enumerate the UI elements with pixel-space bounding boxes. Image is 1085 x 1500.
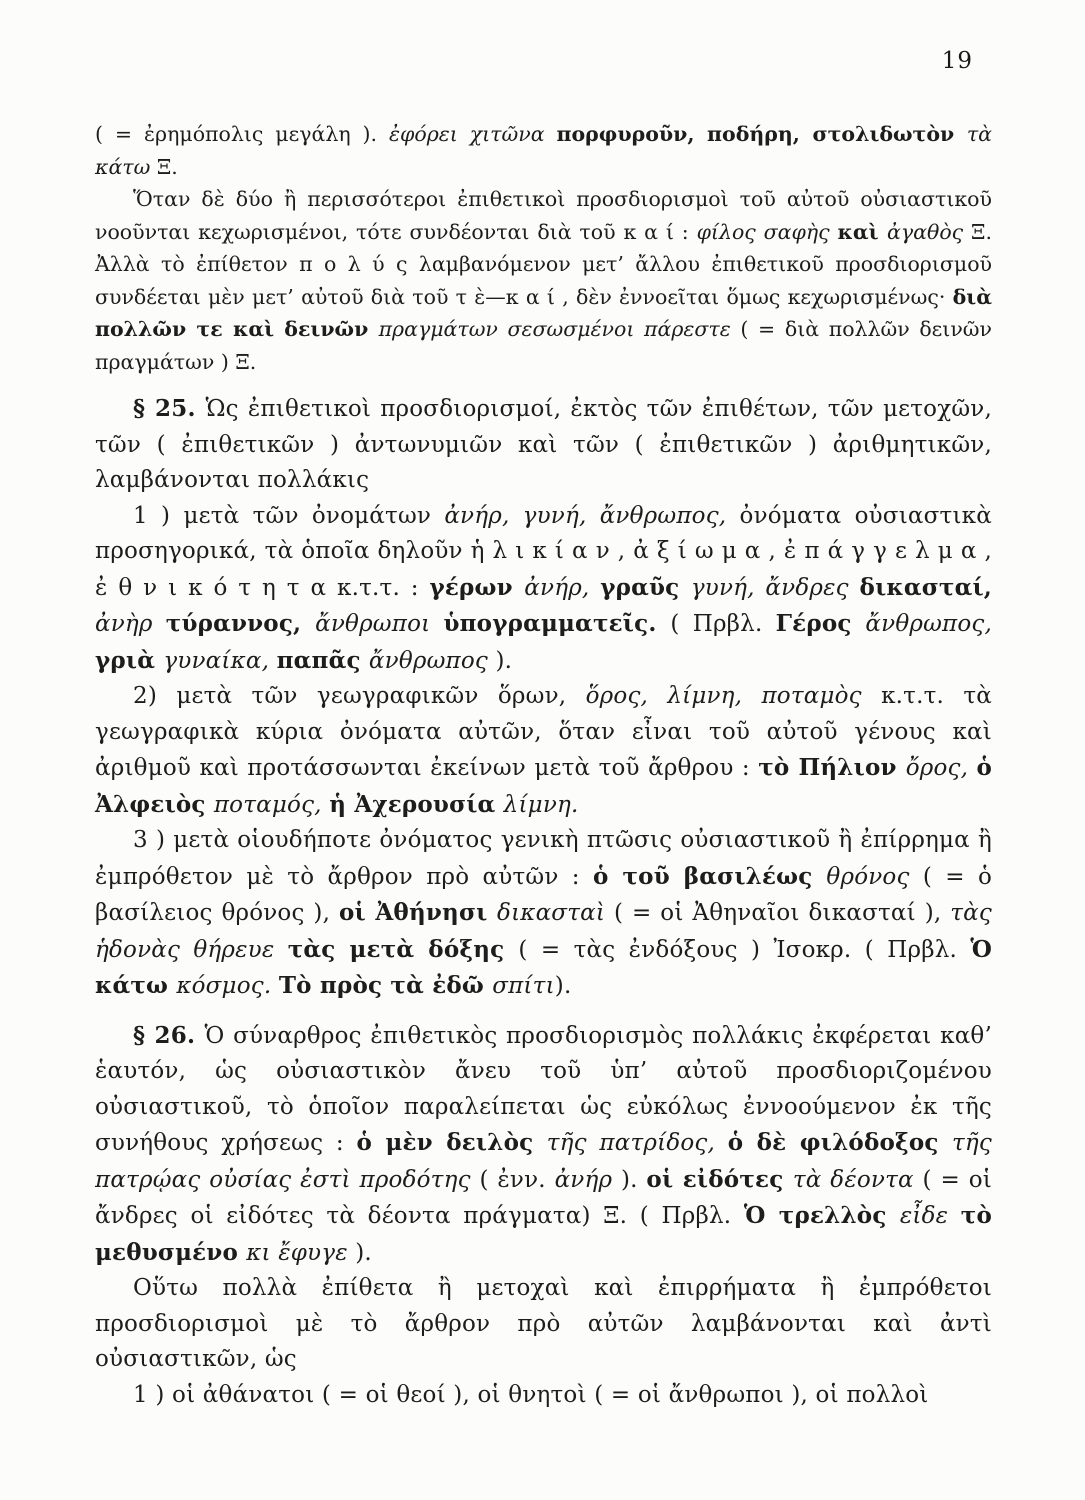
quoted-example-text: τὰ δέοντα: [792, 1166, 923, 1193]
quoted-example-text: δικασταὶ: [497, 900, 614, 926]
quoted-example-text: κι ἔφυγε: [246, 1239, 356, 1266]
keyword-bold-text: δικασταί,: [859, 573, 993, 601]
quoted-example-text: γυνή, ἄνδρες: [690, 574, 860, 601]
quoted-example-text: ἄνθρωποι: [315, 611, 444, 637]
body-text: ( = οἱ ἄνδρες οἱ εἰδότες τὰ δέοντα πράγματα) Ξ. ( Πρβλ.: [95, 1166, 992, 1229]
body-text: 3 ) μετὰ οἱουδήποτε ὀνόματος γενικὴ πτῶσις οὐσιαστικοῦ ἢ ἐπίρρημα ἢ ἐμπρόθετον μὲ τὸ ἄρθρον πρὸ αὐτῶν :: [95, 827, 992, 890]
body-text: ( = ἐρημόπολις μεγάλη ).: [95, 122, 389, 146]
quoted-example-text: ὄρος,: [905, 755, 977, 781]
body-text: 2) μετὰ τῶν γεωγραφικῶν ὅρων,: [133, 683, 586, 709]
quoted-example-text: ὅρος, λίμνη, ποταμὸς: [585, 683, 882, 709]
quoted-example-text: εἶδε: [899, 1203, 961, 1229]
keyword-bold-text: οἱ Ἀθήνησι: [338, 899, 498, 926]
body-text: Ὡς ἐπιθετικοὶ προσδιορισμοί, ἐκτὸς τῶν ἐπιθέτων, τῶν μετοχῶν, τῶν ( ἐπιθετικῶν ) ἀντωνυμιῶν καὶ τῶν ( ἐπιθετικῶν ) ἀριθμητικῶν, λαμβάνονται πολλάκις: [95, 396, 992, 493]
keyword-bold-text: ὁ μὲν δειλὸς: [356, 1129, 547, 1156]
body-text: ὀνόματα οὐσιαστικὰ προσηγορικά, τὰ ὁποῖα δηλοῦν ἡ λ ι κ ί α ν , ἀ ξ ί ω μ α , ἐ π ά γ γ ε λ μ α , ἐ θ ν ι κ ό τ η τ α κ.τ.τ. :: [95, 502, 992, 601]
body-text: Ὅταν δὲ δύο ἢ περισσότεροι ἐπιθετικοὶ προσδιορισμοὶ τοῦ αὐτοῦ οὐσιαστικοῦ νοοῦνται κεχωρισμένοι, τότε συνδέονται διὰ τοῦ κ α ί :: [95, 187, 992, 244]
keyword-bold-text: τὸ μεθυσμένο: [95, 1202, 992, 1266]
keyword-bold-text: ὁ Ἀλφειὸς: [95, 754, 992, 818]
body-text: Ὁ σύναρθρος ἐπιθετικὸς προσδιορισμὸς πολλάκις ἐκφέρεται καθ’ ἑαυτόν, ὡς οὐσιαστικὸν ἄνευ τοῦ ὑπ’ αὐτοῦ προσδιοριζομένου οὐσιαστικοῦ, τὸ ὁποῖον παραλείπεται ὡς εὐκόλως ἐννοούμενον ἐκ τῆς συνήθους χρήσεως :: [95, 1022, 992, 1156]
quoted-example-text: τὰς ἡδονὰς θήρευε: [95, 900, 992, 963]
keyword-bold-text: ὁ δὲ φιλόδοξος: [727, 1129, 952, 1156]
body-text: Ξ.: [156, 154, 178, 179]
para-section-25: [95, 391, 992, 499]
keyword-bold-text: § 25.: [133, 395, 206, 422]
quoted-example-text: τῆς πατρίδος,: [546, 1130, 728, 1156]
quoted-example-text: σπίτι: [492, 973, 555, 999]
para-continuation: [95, 118, 992, 183]
keyword-bold-text: πορφυροῦν, ποδήρη, στολιδωτὸν: [556, 122, 967, 146]
keyword-bold-text: Ὁ κάτω: [95, 935, 993, 999]
quoted-example-text: ἀγαθὸς: [887, 219, 972, 244]
quoted-example-text: ποταμός,: [213, 791, 330, 818]
body-text: ( Πρβλ.: [670, 611, 776, 637]
quoted-example-text: ἀνήρ: [554, 1166, 621, 1193]
body-text: κ.τ.τ. τὰ γεωγραφικὰ κύρια ὀνόματα αὐτῶν, ὅταν εἶναι τοῦ αὐτοῦ γένους καὶ ἀριθμοῦ καὶ προτάσσωνται ἐκείνων μετὰ τοῦ ἄρθρου :: [95, 683, 993, 781]
quoted-example-text: ἄνθρωπος: [368, 647, 496, 674]
para-section-26: [95, 1018, 992, 1272]
body-text: ).: [495, 647, 513, 674]
keyword-bold-text: ὑπογραμματεῖς.: [443, 610, 671, 637]
keyword-bold-text: ἡ Ἀχερουσία: [329, 790, 504, 818]
page-number: 19: [941, 48, 973, 74]
body-text: ).: [355, 1239, 372, 1266]
body-text: ( ἐνν.: [479, 1166, 555, 1193]
keyword-bold-text: § 26.: [133, 1021, 205, 1049]
keyword-bold-text: ὁ τοῦ βασιλέως: [592, 862, 827, 890]
keyword-bold-text: γραῦς: [600, 573, 691, 601]
quoted-example-text: γυναίκα,: [163, 647, 277, 674]
body-text: ( = οἱ Ἀθηναῖοι δικασταί ),: [613, 900, 951, 926]
keyword-bold-text: παπᾶς: [276, 646, 369, 674]
quoted-example-text: φίλος σαφὴς: [696, 219, 838, 244]
quoted-example-text: κόσμος.: [176, 973, 279, 999]
keyword-bold-text: γριὰ: [95, 646, 164, 674]
quoted-example-text: λίμνη.: [503, 791, 579, 818]
quoted-example-text: ἀνήρ,: [524, 574, 601, 601]
keyword-bold-text: διὰ πολλῶν τε καὶ δεινῶν: [95, 284, 992, 341]
quoted-example-text: τῆς πατρῴας οὐσίας ἐστὶ προδότης: [95, 1130, 992, 1193]
para-item-2: [95, 679, 992, 823]
keyword-bold-text: Ὁ τρελλὸς: [743, 1202, 900, 1229]
body-text: 1 ) οἱ ἀθάνατοι ( = οἱ θεοί ), οἱ θνητοὶ ( = οἱ ἄνθρωποι ), οἱ πολλοὶ: [133, 1381, 929, 1408]
para-item-3: [95, 823, 992, 1005]
keyword-bold-text: τὸ Πήλιον: [758, 754, 906, 781]
text-block: [95, 118, 992, 1413]
body-text: Ξ. Ἀλλὰ τὸ ἐπίθετον π ο λ ύ ς λαμβανόμενον μετ’ ἄλλου ἐπιθετικοῦ προσδιορισμοῦ συνδέεται μὲν μετ’ αὐτοῦ διὰ τοῦ τ ὲ—κ α ί , δὲν ἐννοεῖται ὅμως κεχωρισμένως·: [95, 219, 992, 309]
body-text: ( = διὰ πολλῶν δεινῶν πραγμάτων ) Ξ.: [95, 317, 992, 374]
body-text: ( = τὰς ἐνδόξους ) Ἰσοκρ. ( Πρβλ.: [518, 936, 971, 963]
keyword-bold-text: Τὸ πρὸς τὰ ἐδῶ: [278, 972, 493, 999]
keyword-bold-text: γέρων: [429, 573, 525, 601]
body-text: ).: [620, 1166, 647, 1193]
body-text: Οὕτω πολλὰ ἐπίθετα ἢ μετοχαὶ καὶ ἐπιρρήματα ἢ ἐμπρόθετοι προσδιορισμοὶ μὲ τὸ ἄρθρον πρὸ αὐτῶν λαμβάνονται καὶ ἀντὶ οὐσιαστικῶν, ὡς: [95, 1275, 992, 1372]
quoted-example-text: ἄνθρωπος,: [865, 611, 992, 637]
keyword-bold-text: Γέρος: [775, 610, 866, 637]
body-text: ).: [554, 973, 572, 999]
quoted-example-text: ἀνήρ, γυνή, ἄνθρωπος,: [444, 502, 740, 529]
quoted-example-text: πραγμάτων σεσωσμένοι πάρεστε: [378, 317, 741, 341]
keyword-bold-text: τύραννος,: [165, 610, 316, 637]
body-text: 1 ) μετὰ τῶν ὀνομάτων: [133, 502, 445, 529]
keyword-bold-text: οἱ εἰδότες: [646, 1165, 793, 1193]
para-outo-polla: [95, 1271, 992, 1378]
para-item-1: [95, 499, 992, 680]
keyword-bold-text: τὰς μετὰ δόξης: [287, 935, 519, 963]
quoted-example-text: τὰ κάτω: [95, 122, 992, 179]
quoted-example-text: θρόνος: [826, 863, 923, 890]
para-item-1-substantivized: [95, 1378, 992, 1414]
body-text: ( = ὁ βασίλειος θρόνος ),: [95, 863, 993, 926]
keyword-bold-text: καὶ: [837, 219, 888, 244]
para-two-epithets-rule: [95, 183, 992, 378]
quoted-example-text: ἐφόρει χιτῶνα: [389, 122, 557, 146]
quoted-example-text: ἀνὴρ: [95, 611, 166, 637]
